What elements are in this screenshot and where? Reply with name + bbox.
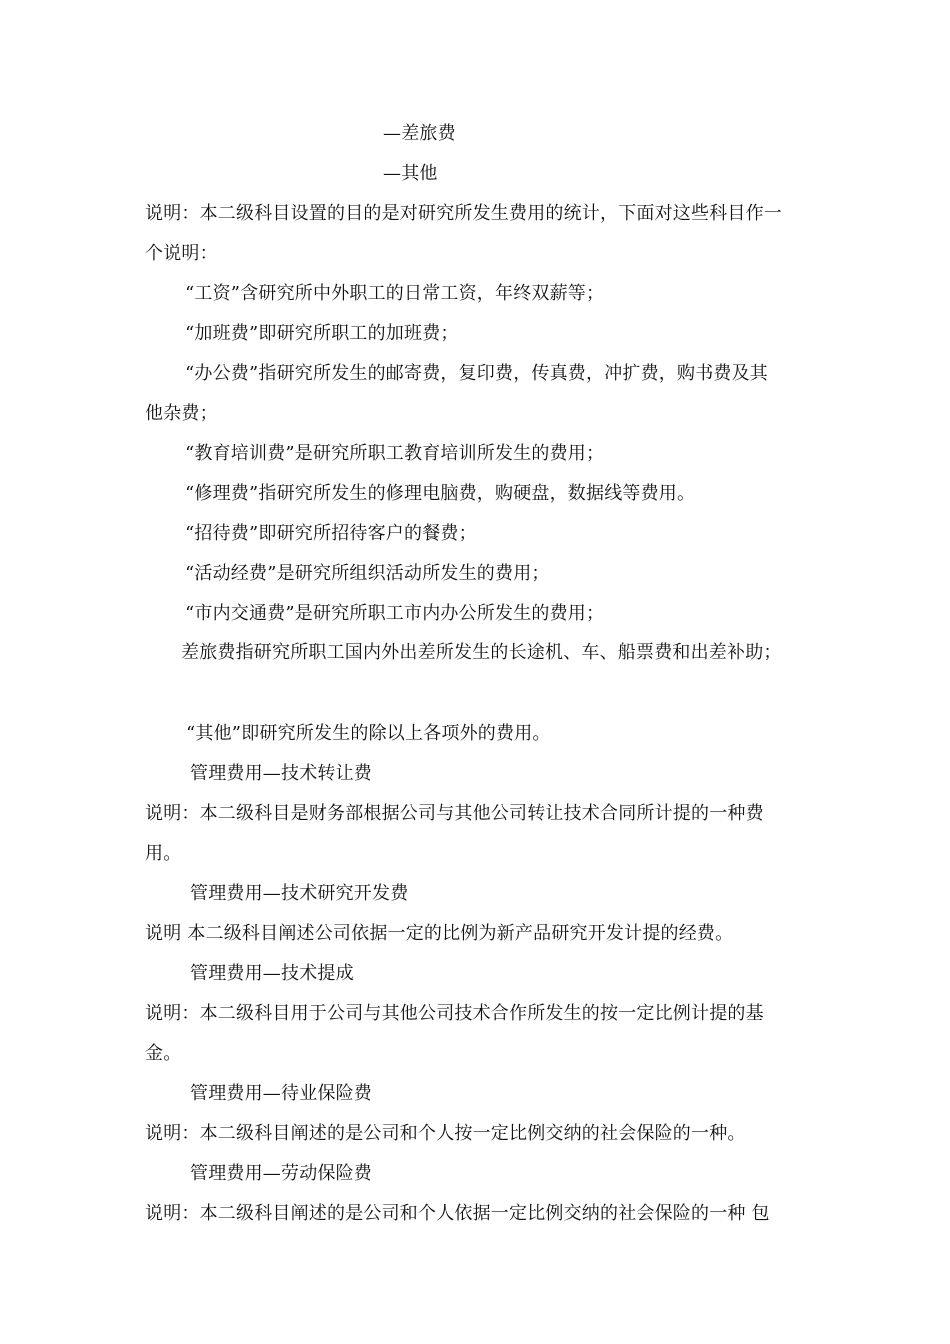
section-heading: 管理费用—技术提成: [190, 963, 354, 984]
list-item: —差旅费: [383, 123, 456, 144]
paragraph-line: “教育培训费”是研究所职工教育培训所发生的费用；: [185, 443, 605, 464]
list-item: —其他: [383, 163, 438, 184]
section-heading: 管理费用—待业保险费: [190, 1083, 372, 1104]
section-heading: 管理费用—技术转让费: [190, 763, 372, 784]
paragraph-line: 个说明：: [145, 243, 218, 264]
paragraph-line: “加班费”即研究所职工的加班费；: [185, 323, 459, 344]
paragraph-line: 说明：本二级科目阐述的是公司和个人按一定比例交纳的社会保险的一种。: [145, 1123, 746, 1144]
paragraph-line: 他杂费；: [145, 403, 218, 424]
section-heading: 管理费用—技术研究开发费: [190, 883, 409, 904]
paragraph-line: “工资”含研究所中外职工的日常工资，年终双薪等；: [185, 283, 605, 304]
paragraph-line: “其他”即研究所发生的除以上各项外的费用。: [186, 723, 551, 744]
paragraph-line: 说明：本二级科目设置的目的是对研究所发生费用的统计，下面对这些科目作一: [145, 203, 782, 224]
paragraph-line: 说明 本二级科目阐述公司依据一定的比例为新产品研究开发计提的经费。: [145, 923, 734, 944]
paragraph-line: 用。: [145, 843, 182, 864]
paragraph-line: 差旅费指研究所职工国内外出差所发生的长途机、车、船票费和出差补助；: [181, 642, 782, 663]
paragraph-line: 说明：本二级科目是财务部根据公司与其他公司转让技术合同所计提的一种费: [145, 803, 764, 824]
paragraph-line: “办公费”指研究所发生的邮寄费，复印费，传真费，冲扩费，购书费及其: [185, 363, 769, 384]
paragraph-line: “招待费”即研究所招待客户的餐费；: [185, 523, 477, 544]
paragraph-line: “活动经费”是研究所组织活动所发生的费用；: [185, 563, 550, 584]
paragraph-line: 说明：本二级科目阐述的是公司和个人依据一定比例交纳的社会保险的一种 包: [145, 1203, 770, 1224]
paragraph-line: 说明：本二级科目用于公司与其他公司技术合作所发生的按一定比例计提的基: [145, 1003, 764, 1024]
section-heading: 管理费用—劳动保险费: [190, 1163, 372, 1184]
paragraph-line: “市内交通费”是研究所职工市内办公所发生的费用；: [185, 603, 605, 624]
paragraph-line: 金。: [145, 1043, 182, 1064]
paragraph-line: “修理费”指研究所发生的修理电脑费，购硬盘，数据线等费用。: [185, 483, 696, 504]
